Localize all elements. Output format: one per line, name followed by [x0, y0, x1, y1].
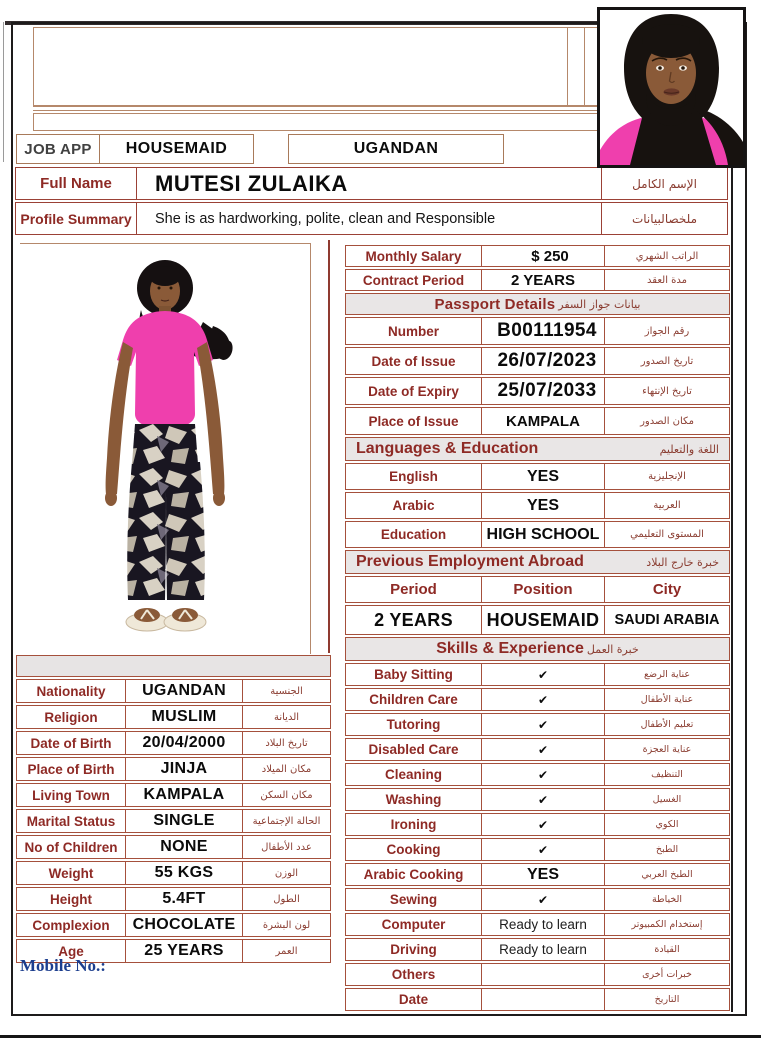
language-label: Arabic — [392, 498, 435, 513]
mobile-number-label: Mobile No.: — [20, 956, 106, 975]
skill-label: Computer — [381, 917, 446, 932]
skill-label: Cleaning — [384, 767, 442, 782]
skill-ar: التنظيف — [604, 764, 729, 785]
personal-label: Living Town — [32, 787, 110, 803]
skill-value: ✔ — [481, 764, 604, 785]
passport-value: 26/07/2023 — [481, 348, 604, 374]
employment-column-city: City — [604, 577, 729, 602]
skill-ar: التاريخ — [604, 989, 729, 1010]
full-name-label: Full Name — [40, 175, 112, 192]
profile-summary-label: Profile Summary — [20, 210, 132, 227]
skill-value: ✔ — [481, 889, 604, 910]
personal-ar: تاريخ البلاد — [242, 732, 330, 754]
contract-row — [345, 269, 730, 291]
language-row — [345, 521, 730, 548]
skill-ar: عناية العجزة — [604, 739, 729, 760]
personal-value: MUSLIM — [125, 706, 242, 728]
employment-columns-row — [345, 576, 730, 603]
header-box-divider — [567, 28, 568, 105]
language-value: HIGH SCHOOL — [481, 522, 604, 547]
language-label: Education — [380, 527, 447, 542]
personal-row — [16, 835, 331, 859]
personal-value: NONE — [125, 836, 242, 858]
skill-row — [345, 888, 730, 911]
personal-label: Marital Status — [26, 813, 116, 829]
applicant-headshot-photo — [597, 7, 746, 168]
personal-ar: عدد الأطفال — [242, 836, 330, 858]
column-divider-line — [328, 240, 330, 653]
language-value: YES — [481, 493, 604, 518]
skill-ar: خبرات أخرى — [604, 964, 729, 985]
skill-label: Others — [391, 967, 436, 982]
personal-value: UGANDAN — [125, 680, 242, 702]
personal-ar: الطول — [242, 888, 330, 910]
personal-ar: الحالة الإجتماعية — [242, 810, 330, 832]
skill-value: ✔ — [481, 739, 604, 760]
languages-education-arabic: اللغة والتعليم — [659, 442, 719, 456]
passport-label: Date of Expiry — [368, 383, 459, 399]
personal-label: Weight — [48, 865, 94, 881]
skill-value: ✔ — [481, 689, 604, 710]
left-edge-line — [3, 22, 4, 162]
personal-label: Complexion — [32, 917, 110, 933]
skill-ar: الطبخ العربي — [604, 864, 729, 885]
personal-label: Height — [50, 891, 92, 907]
skill-value — [481, 964, 604, 985]
employment-column-position: Position — [481, 577, 604, 602]
full-body-illustration — [20, 244, 310, 654]
identity-table — [15, 167, 728, 235]
personal-value: KAMPALA — [125, 784, 242, 806]
skill-row — [345, 938, 730, 961]
skill-row — [345, 738, 730, 761]
personal-row — [16, 913, 331, 937]
employment-column-period: Period — [390, 581, 437, 598]
language-label: English — [389, 469, 438, 484]
personal-row — [16, 731, 331, 755]
skill-value: YES — [481, 864, 604, 885]
passport-ar: تاريخ الإنتهاء — [604, 378, 729, 404]
nationality-cell — [288, 134, 504, 164]
skill-row — [345, 688, 730, 711]
contract-ar: مدة العقد — [604, 270, 729, 290]
skill-row — [345, 813, 730, 836]
passport-value: 25/07/2033 — [481, 378, 604, 404]
language-value: YES — [481, 464, 604, 489]
previous-employment-title: Previous Employment Abroad — [356, 553, 584, 570]
profile-summary-row — [15, 202, 728, 235]
skill-row — [345, 963, 730, 986]
personal-label: Nationality — [36, 683, 106, 699]
skill-ar: الطبخ — [604, 839, 729, 860]
personal-ar: الديانة — [242, 706, 330, 728]
personal-row — [16, 757, 331, 781]
personal-ar: العمر — [242, 940, 330, 962]
personal-value: 5.4FT — [125, 888, 242, 910]
page-border-inner-line — [731, 22, 733, 1012]
nationality-label: UGANDAN — [353, 140, 439, 157]
skills-experience-header — [345, 637, 730, 661]
contract-value: $ 250 — [481, 246, 604, 266]
skill-label: Ironing — [390, 817, 437, 832]
header-box-divider — [584, 28, 585, 105]
language-row — [345, 492, 730, 519]
personal-value: 55 KGS — [125, 862, 242, 884]
bottom-rule — [0, 1035, 761, 1038]
skill-value: ✔ — [481, 664, 604, 685]
personal-value: 20/04/2000 — [125, 732, 242, 754]
skill-label: Baby Sitting — [374, 667, 453, 682]
passport-label: Place of Issue — [368, 413, 459, 429]
passport-details-arabic: بيانات جواز السفر — [558, 297, 641, 311]
skill-ar: الغسيل — [604, 789, 729, 810]
previous-employment-arabic: خبرة خارج البلاد — [646, 555, 719, 569]
skill-row — [345, 788, 730, 811]
skill-ar: إستخدام الكمبيوتر — [604, 914, 729, 935]
profile-summary-value: She is as hardworking, polite, clean and Responsible — [136, 203, 601, 234]
skills-experience-title: Skills & Experience — [436, 640, 584, 657]
skill-ar: تعليم الأطفال — [604, 714, 729, 735]
passport-details-title: Passport Details — [434, 295, 556, 313]
contract-label: Monthly Salary — [365, 248, 462, 264]
full-name-row — [15, 167, 728, 200]
employment-position: HOUSEMAID — [481, 606, 604, 634]
employment-row — [345, 605, 730, 635]
job-app-cell — [16, 134, 100, 164]
language-ar: العربية — [604, 493, 729, 518]
passport-label: Number — [387, 323, 439, 339]
skill-value: ✔ — [481, 839, 604, 860]
passport-row — [345, 377, 730, 405]
personal-label: No of Children — [24, 839, 118, 855]
passport-ar: تاريخ الصدور — [604, 348, 729, 374]
skill-row — [345, 838, 730, 861]
skill-row — [345, 713, 730, 736]
employment-city: SAUDI ARABIA — [604, 606, 729, 634]
personal-row — [16, 887, 331, 911]
personal-ar: مكان السكن — [242, 784, 330, 806]
personal-value: SINGLE — [125, 810, 242, 832]
full-name-value: MUTESI ZULAIKA — [136, 168, 601, 199]
personal-row — [16, 861, 331, 885]
skill-label: Tutoring — [386, 717, 441, 732]
personal-label: Age — [58, 943, 84, 959]
position-cell — [99, 134, 254, 164]
skill-row — [345, 988, 730, 1011]
passport-row — [345, 407, 730, 435]
personal-row — [16, 783, 331, 807]
skill-ar: القيادة — [604, 939, 729, 960]
contract-ar: الراتب الشهري — [604, 246, 729, 266]
languages-education-title: Languages & Education — [356, 440, 539, 457]
position-label: HOUSEMAID — [125, 140, 228, 157]
passport-label: Date of Issue — [371, 353, 456, 369]
skill-label: Children Care — [369, 692, 458, 707]
passport-row — [345, 347, 730, 375]
passport-ar: مكان الصدور — [604, 408, 729, 434]
passport-ar: رقم الجواز — [604, 318, 729, 344]
personal-value: JINJA — [125, 758, 242, 780]
applicant-full-body-photo — [20, 243, 311, 654]
skill-value: ✔ — [481, 714, 604, 735]
personal-label: Religion — [44, 709, 98, 725]
headshot-illustration — [600, 10, 743, 165]
skill-ar: عناية الأطفال — [604, 689, 729, 710]
skill-row — [345, 913, 730, 936]
personal-table-top-band — [16, 655, 331, 677]
details-table — [345, 245, 730, 1011]
skill-label: Sewing — [389, 892, 438, 907]
personal-ar: الجنسية — [242, 680, 330, 702]
skill-value: ✔ — [481, 814, 604, 835]
skill-value: ✔ — [481, 789, 604, 810]
personal-ar: مكان الميلاد — [242, 758, 330, 780]
skill-label: Washing — [385, 792, 442, 807]
skill-label: Driving — [390, 942, 437, 957]
previous-employment-header — [345, 550, 730, 574]
personal-ar: لون البشرة — [242, 914, 330, 936]
language-ar: الإنجليزية — [604, 464, 729, 489]
personal-row — [16, 679, 331, 703]
personal-row — [16, 705, 331, 729]
full-name-arabic-label: الإسم الكامل — [601, 168, 727, 199]
skill-label: Cooking — [386, 842, 441, 857]
skill-ar: الكوي — [604, 814, 729, 835]
profile-summary-arabic-label: ملخصالبيانات — [601, 203, 727, 234]
job-app-label: JOB APP — [24, 140, 92, 158]
skill-value: Ready to learn — [481, 914, 604, 935]
language-row — [345, 463, 730, 490]
passport-details-header — [345, 293, 730, 315]
passport-value: B00111954 — [481, 318, 604, 344]
skill-value — [481, 989, 604, 1010]
personal-value: 25 YEARS — [125, 940, 242, 962]
passport-row — [345, 317, 730, 345]
skill-row — [345, 863, 730, 886]
skill-ar: الخياطة — [604, 889, 729, 910]
skill-value: Ready to learn — [481, 939, 604, 960]
personal-label: Date of Birth — [30, 735, 112, 751]
skill-ar: عناية الرضع — [604, 664, 729, 685]
personal-row — [16, 809, 331, 833]
contract-value: 2 YEARS — [481, 270, 604, 290]
personal-ar: الوزن — [242, 862, 330, 884]
personal-details-table — [16, 655, 331, 963]
contract-row — [345, 245, 730, 267]
skill-label: Date — [398, 992, 429, 1007]
skill-row — [345, 663, 730, 686]
employment-period: 2 YEARS — [374, 609, 453, 630]
personal-label: Place of Birth — [27, 761, 115, 777]
skill-label: Disabled Care — [368, 742, 459, 757]
language-ar: المستوى التعليمي — [604, 522, 729, 547]
languages-education-header — [345, 437, 730, 461]
skill-label: Arabic Cooking — [363, 867, 464, 882]
passport-value: KAMPALA — [481, 408, 604, 434]
skill-row — [345, 763, 730, 786]
personal-value: CHOCOLATE — [125, 914, 242, 936]
skills-experience-arabic: خبرة العمل — [586, 642, 639, 656]
contract-label: Contract Period — [362, 272, 465, 288]
